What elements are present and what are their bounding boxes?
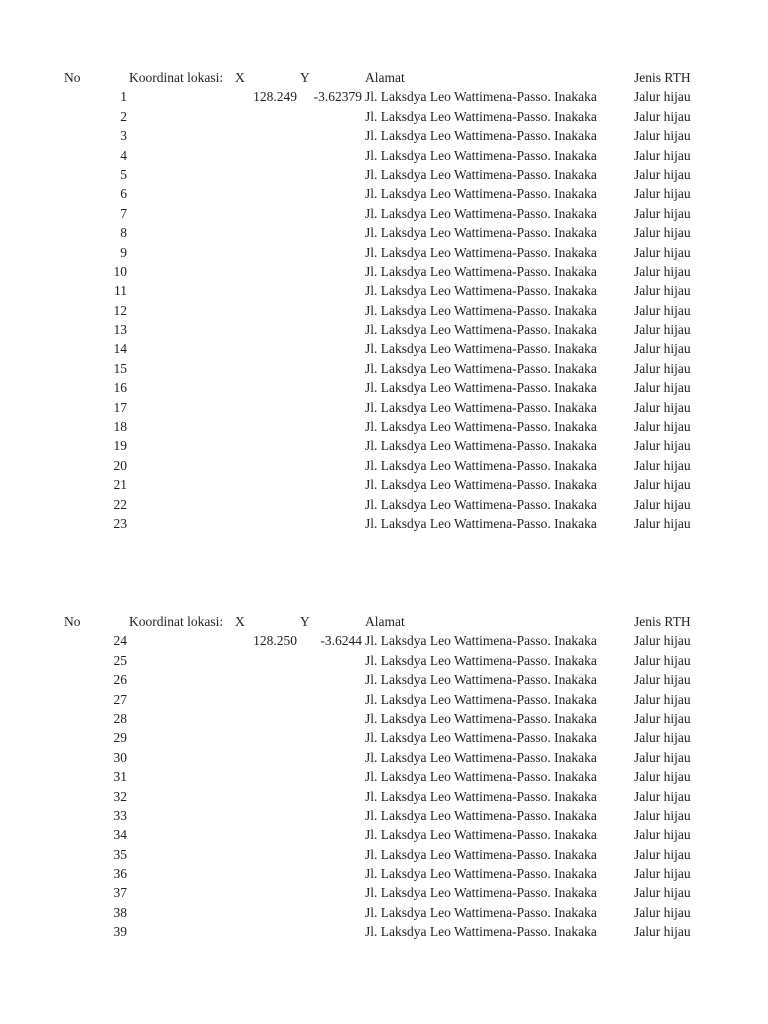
- cell-no: 37: [113, 885, 127, 901]
- table-row: [0, 670, 768, 689]
- cell-jenis-rth: Jalur hijau: [634, 515, 691, 531]
- cell-no: 23: [113, 515, 127, 531]
- cell-no: 7: [120, 205, 127, 221]
- cell-no: 13: [113, 322, 127, 338]
- cell-alamat: Jl. Laksdya Leo Wattimena-Passo. Inakaka: [365, 769, 597, 785]
- cell-jenis-rth: Jalur hijau: [634, 477, 691, 493]
- table-row: [0, 922, 768, 941]
- table-row: [0, 398, 768, 417]
- table-row: [0, 709, 768, 728]
- cell-alamat: Jl. Laksdya Leo Wattimena-Passo. Inakaka: [365, 807, 597, 823]
- cell-alamat: Jl. Laksdya Leo Wattimena-Passo. Inakaka: [365, 399, 597, 415]
- cell-jenis-rth: Jalur hijau: [634, 419, 691, 435]
- cell-alamat: Jl. Laksdya Leo Wattimena-Passo. Inakaka: [365, 166, 597, 182]
- table-row: [0, 184, 768, 203]
- cell-no: 20: [113, 457, 127, 473]
- header-jenis-rth: Jenis RTH: [634, 614, 691, 629]
- cell-x: 128.249: [253, 89, 297, 105]
- table-row: [0, 475, 768, 494]
- cell-no: 10: [113, 263, 127, 279]
- cell-jenis-rth: Jalur hijau: [634, 769, 691, 785]
- table-row: [0, 378, 768, 397]
- table-row: [0, 204, 768, 223]
- cell-alamat: Jl. Laksdya Leo Wattimena-Passo. Inakaka: [365, 205, 597, 221]
- cell-jenis-rth: Jalur hijau: [634, 166, 691, 182]
- table-row: [0, 146, 768, 165]
- header-alamat: Alamat: [365, 614, 405, 629]
- cell-alamat: Jl. Laksdya Leo Wattimena-Passo. Inakaka: [365, 360, 597, 376]
- cell-alamat: Jl. Laksdya Leo Wattimena-Passo. Inakaka: [365, 827, 597, 843]
- header-x: X: [235, 614, 245, 629]
- cell-alamat: Jl. Laksdya Leo Wattimena-Passo. Inakaka: [365, 749, 597, 765]
- table-row: [0, 825, 768, 844]
- cell-jenis-rth: Jalur hijau: [634, 283, 691, 299]
- header-no: No: [64, 614, 81, 629]
- cell-alamat: Jl. Laksdya Leo Wattimena-Passo. Inakaka: [365, 89, 597, 105]
- table-row: [0, 262, 768, 281]
- cell-alamat: Jl. Laksdya Leo Wattimena-Passo. Inakaka: [365, 438, 597, 454]
- table-row: [0, 243, 768, 262]
- table-row: [0, 281, 768, 300]
- cell-jenis-rth: Jalur hijau: [634, 827, 691, 843]
- cell-jenis-rth: Jalur hijau: [634, 89, 691, 105]
- cell-y: -3.6244: [320, 633, 362, 649]
- cell-alamat: Jl. Laksdya Leo Wattimena-Passo. Inakaka: [365, 730, 597, 746]
- cell-alamat: Jl. Laksdya Leo Wattimena-Passo. Inakaka: [365, 885, 597, 901]
- cell-no: 16: [113, 380, 127, 396]
- cell-no: 6: [120, 186, 127, 202]
- table-row: [0, 87, 768, 106]
- cell-alamat: Jl. Laksdya Leo Wattimena-Passo. Inakaka: [365, 244, 597, 260]
- cell-alamat: Jl. Laksdya Leo Wattimena-Passo. Inakaka: [365, 419, 597, 435]
- cell-jenis-rth: Jalur hijau: [634, 225, 691, 241]
- cell-jenis-rth: Jalur hijau: [634, 186, 691, 202]
- cell-jenis-rth: Jalur hijau: [634, 108, 691, 124]
- cell-no: 15: [113, 360, 127, 376]
- cell-alamat: Jl. Laksdya Leo Wattimena-Passo. Inakaka: [365, 457, 597, 473]
- cell-alamat: Jl. Laksdya Leo Wattimena-Passo. Inakaka: [365, 186, 597, 202]
- table-body: [0, 87, 768, 533]
- cell-jenis-rth: Jalur hijau: [634, 399, 691, 415]
- cell-alamat: Jl. Laksdya Leo Wattimena-Passo. Inakaka: [365, 672, 597, 688]
- cell-no: 36: [113, 866, 127, 882]
- cell-jenis-rth: Jalur hijau: [634, 652, 691, 668]
- cell-jenis-rth: Jalur hijau: [634, 438, 691, 454]
- table-row: [0, 728, 768, 747]
- cell-jenis-rth: Jalur hijau: [634, 788, 691, 804]
- table-header-row: [0, 612, 768, 631]
- cell-no: 3: [120, 128, 127, 144]
- table-row: [0, 690, 768, 709]
- header-koordinat: Koordinat lokasi:: [129, 70, 224, 85]
- table-row: [0, 631, 768, 650]
- cell-alamat: Jl. Laksdya Leo Wattimena-Passo. Inakaka: [365, 477, 597, 493]
- cell-jenis-rth: Jalur hijau: [634, 866, 691, 882]
- cell-no: 31: [113, 769, 127, 785]
- cell-no: 5: [120, 166, 127, 182]
- cell-jenis-rth: Jalur hijau: [634, 904, 691, 920]
- cell-jenis-rth: Jalur hijau: [634, 380, 691, 396]
- cell-alamat: Jl. Laksdya Leo Wattimena-Passo. Inakaka: [365, 283, 597, 299]
- rth-table-1: [0, 68, 768, 533]
- header-y: Y: [300, 614, 310, 629]
- cell-alamat: Jl. Laksdya Leo Wattimena-Passo. Inakaka: [365, 341, 597, 357]
- table-row: [0, 165, 768, 184]
- table-row: [0, 864, 768, 883]
- header-koordinat: Koordinat lokasi:: [129, 614, 224, 629]
- cell-alamat: Jl. Laksdya Leo Wattimena-Passo. Inakaka: [365, 904, 597, 920]
- cell-alamat: Jl. Laksdya Leo Wattimena-Passo. Inakaka: [365, 380, 597, 396]
- cell-jenis-rth: Jalur hijau: [634, 807, 691, 823]
- cell-alamat: Jl. Laksdya Leo Wattimena-Passo. Inakaka: [365, 846, 597, 862]
- cell-no: 28: [113, 710, 127, 726]
- rth-table-2: [0, 612, 768, 942]
- cell-alamat: Jl. Laksdya Leo Wattimena-Passo. Inakaka: [365, 147, 597, 163]
- header-x: X: [235, 70, 245, 85]
- cell-alamat: Jl. Laksdya Leo Wattimena-Passo. Inakaka: [365, 924, 597, 940]
- table-row: [0, 903, 768, 922]
- cell-no: 27: [113, 691, 127, 707]
- cell-alamat: Jl. Laksdya Leo Wattimena-Passo. Inakaka: [365, 633, 597, 649]
- table-row: [0, 787, 768, 806]
- table-row: [0, 514, 768, 533]
- cell-jenis-rth: Jalur hijau: [634, 710, 691, 726]
- header-alamat: Alamat: [365, 70, 405, 85]
- table-row: [0, 223, 768, 242]
- cell-alamat: Jl. Laksdya Leo Wattimena-Passo. Inakaka: [365, 322, 597, 338]
- cell-jenis-rth: Jalur hijau: [634, 730, 691, 746]
- header-y: Y: [300, 70, 310, 85]
- cell-alamat: Jl. Laksdya Leo Wattimena-Passo. Inakaka: [365, 866, 597, 882]
- cell-no: 11: [114, 283, 127, 299]
- cell-no: 19: [113, 438, 127, 454]
- cell-no: 8: [120, 225, 127, 241]
- cell-no: 26: [113, 672, 127, 688]
- cell-alamat: Jl. Laksdya Leo Wattimena-Passo. Inakaka: [365, 515, 597, 531]
- cell-no: 30: [113, 749, 127, 765]
- cell-no: 9: [120, 244, 127, 260]
- table-header-row: [0, 68, 768, 87]
- cell-no: 2: [120, 108, 127, 124]
- cell-x: 128.250: [253, 633, 297, 649]
- header-jenis-rth: Jenis RTH: [634, 70, 691, 85]
- table-body: [0, 631, 768, 941]
- cell-no: 4: [120, 147, 127, 163]
- table-row: [0, 883, 768, 902]
- cell-jenis-rth: Jalur hijau: [634, 496, 691, 512]
- header-no: No: [64, 70, 81, 85]
- table-row: [0, 126, 768, 145]
- cell-jenis-rth: Jalur hijau: [634, 749, 691, 765]
- table-row: [0, 456, 768, 475]
- cell-no: 39: [113, 924, 127, 940]
- cell-jenis-rth: Jalur hijau: [634, 360, 691, 376]
- cell-no: 24: [113, 633, 127, 649]
- cell-jenis-rth: Jalur hijau: [634, 633, 691, 649]
- cell-alamat: Jl. Laksdya Leo Wattimena-Passo. Inakaka: [365, 652, 597, 668]
- cell-no: 17: [113, 399, 127, 415]
- table-row: [0, 301, 768, 320]
- cell-jenis-rth: Jalur hijau: [634, 263, 691, 279]
- table-row: [0, 339, 768, 358]
- cell-no: 22: [113, 496, 127, 512]
- cell-jenis-rth: Jalur hijau: [634, 691, 691, 707]
- cell-no: 33: [113, 807, 127, 823]
- cell-alamat: Jl. Laksdya Leo Wattimena-Passo. Inakaka: [365, 108, 597, 124]
- cell-no: 18: [113, 419, 127, 435]
- table-row: [0, 748, 768, 767]
- cell-jenis-rth: Jalur hijau: [634, 147, 691, 163]
- cell-no: 38: [113, 904, 127, 920]
- cell-no: 29: [113, 730, 127, 746]
- cell-no: 25: [113, 652, 127, 668]
- table-row: [0, 359, 768, 378]
- table-row: [0, 436, 768, 455]
- cell-alamat: Jl. Laksdya Leo Wattimena-Passo. Inakaka: [365, 496, 597, 512]
- cell-no: 32: [113, 788, 127, 804]
- cell-no: 21: [113, 477, 127, 493]
- cell-alamat: Jl. Laksdya Leo Wattimena-Passo. Inakaka: [365, 225, 597, 241]
- cell-jenis-rth: Jalur hijau: [634, 672, 691, 688]
- cell-no: 34: [113, 827, 127, 843]
- cell-jenis-rth: Jalur hijau: [634, 128, 691, 144]
- table-row: [0, 806, 768, 825]
- cell-no: 35: [113, 846, 127, 862]
- cell-jenis-rth: Jalur hijau: [634, 244, 691, 260]
- cell-jenis-rth: Jalur hijau: [634, 885, 691, 901]
- cell-alamat: Jl. Laksdya Leo Wattimena-Passo. Inakaka: [365, 302, 597, 318]
- table-row: [0, 767, 768, 786]
- cell-no: 12: [113, 302, 127, 318]
- cell-no: 14: [113, 341, 127, 357]
- cell-jenis-rth: Jalur hijau: [634, 924, 691, 940]
- cell-jenis-rth: Jalur hijau: [634, 341, 691, 357]
- cell-alamat: Jl. Laksdya Leo Wattimena-Passo. Inakaka: [365, 710, 597, 726]
- cell-no: 1: [120, 89, 127, 105]
- cell-y: -3.62379: [313, 89, 362, 105]
- cell-alamat: Jl. Laksdya Leo Wattimena-Passo. Inakaka: [365, 691, 597, 707]
- table-row: [0, 845, 768, 864]
- cell-jenis-rth: Jalur hijau: [634, 322, 691, 338]
- cell-jenis-rth: Jalur hijau: [634, 846, 691, 862]
- table-row: [0, 651, 768, 670]
- cell-jenis-rth: Jalur hijau: [634, 205, 691, 221]
- cell-alamat: Jl. Laksdya Leo Wattimena-Passo. Inakaka: [365, 788, 597, 804]
- cell-alamat: Jl. Laksdya Leo Wattimena-Passo. Inakaka: [365, 128, 597, 144]
- table-row: [0, 320, 768, 339]
- cell-jenis-rth: Jalur hijau: [634, 457, 691, 473]
- cell-jenis-rth: Jalur hijau: [634, 302, 691, 318]
- table-row: [0, 495, 768, 514]
- cell-alamat: Jl. Laksdya Leo Wattimena-Passo. Inakaka: [365, 263, 597, 279]
- table-row: [0, 107, 768, 126]
- table-row: [0, 417, 768, 436]
